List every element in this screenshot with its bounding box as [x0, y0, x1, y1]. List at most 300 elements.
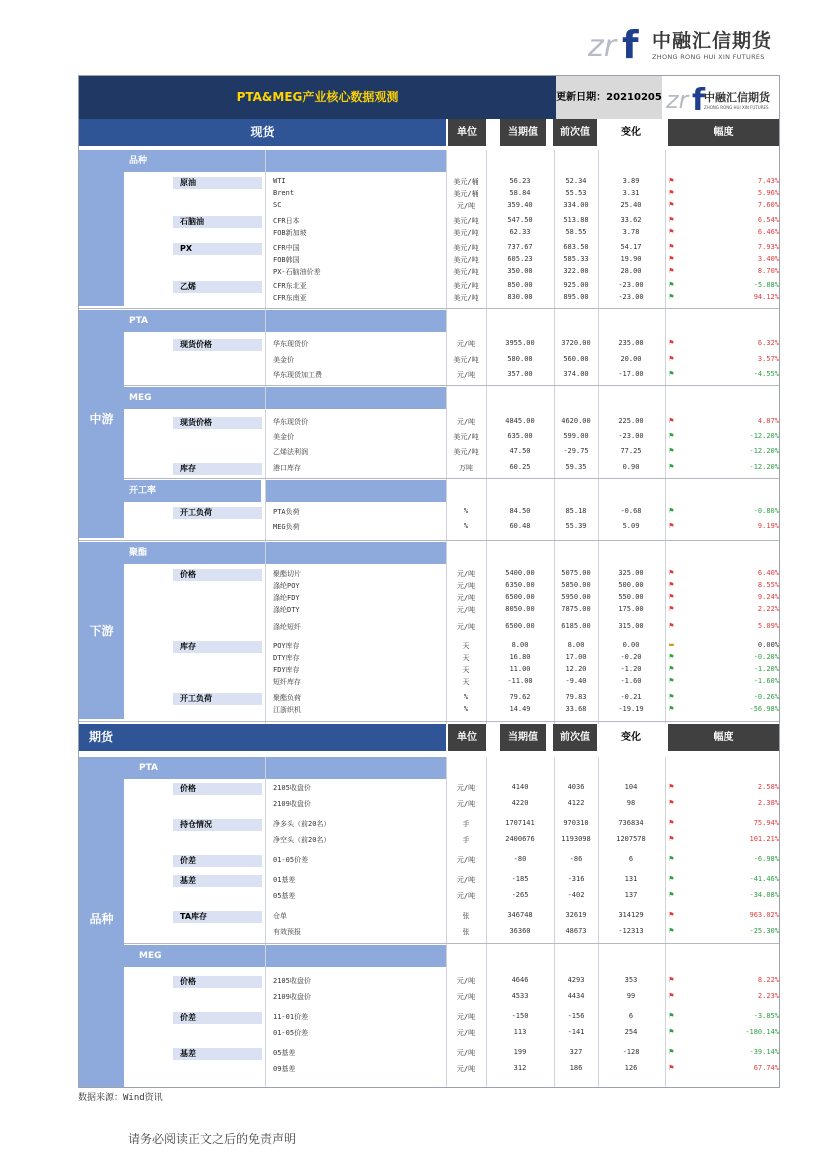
- metric-name: CFR中国: [273, 244, 300, 252]
- pct-change: -41.46%: [749, 875, 779, 883]
- change-value: 500.00: [618, 581, 644, 589]
- col-previous: 前次值: [553, 119, 597, 146]
- change-value: 315.00: [618, 622, 644, 630]
- unit-cell: 元/吨: [456, 623, 476, 631]
- current-value: 4220: [511, 799, 529, 807]
- current-value: 36360: [509, 927, 531, 935]
- unit-cell: 元/吨: [456, 340, 476, 348]
- change-value: 54.17: [620, 243, 642, 251]
- flag-icon: ⚑: [669, 1063, 674, 1072]
- flag-icon: ⚑: [669, 227, 674, 236]
- change-value: 5.09: [622, 522, 640, 530]
- unit-cell: 元/吨: [456, 202, 476, 210]
- unit-cell: 元/吨: [456, 892, 476, 900]
- flag-icon: ⚑: [669, 1011, 674, 1020]
- table-row: [79, 1064, 779, 1076]
- current-value: 547.50: [507, 216, 533, 224]
- table-row: [79, 355, 779, 367]
- fcol-range: 幅度: [668, 724, 779, 751]
- pct-change: 8.55%: [757, 581, 779, 589]
- flag-icon: ⚑: [669, 604, 674, 613]
- sep-mid-down: [79, 540, 779, 541]
- previous-value: 5075.00: [561, 569, 591, 577]
- change-value: 736834: [618, 819, 644, 827]
- table-row: [79, 581, 779, 593]
- col-unit: 单位: [448, 119, 486, 146]
- unit-cell: 元/吨: [456, 856, 476, 864]
- current-value: 8050.00: [505, 605, 535, 613]
- table-row: [79, 605, 779, 617]
- subcat-crude: 原油: [173, 177, 262, 189]
- change-value: 33.62: [620, 216, 642, 224]
- change-value: 550.00: [618, 593, 644, 601]
- unit-cell: %: [463, 693, 469, 701]
- pct-change: 101.21%: [749, 835, 779, 843]
- data-sheet: [78, 75, 780, 1088]
- current-value: 58.84: [509, 189, 531, 197]
- pct-change: 2.38%: [757, 799, 779, 807]
- unit-cell: 天: [462, 678, 470, 686]
- previous-value: 560.00: [563, 355, 589, 363]
- change-value: 1207578: [616, 835, 646, 843]
- pct-change: 7.43%: [757, 177, 779, 185]
- subcat-fpta-basis: 基差: [173, 875, 262, 887]
- table-row: [79, 653, 779, 665]
- table-row: [79, 665, 779, 677]
- data-source: 数据来源：Wind资讯: [78, 1093, 163, 1103]
- pct-change: -1.60%: [753, 677, 779, 685]
- current-value: 580.00: [507, 355, 533, 363]
- pct-change: 8.70%: [757, 267, 779, 275]
- pct-change: 3.57%: [757, 355, 779, 363]
- unit-cell: %: [463, 522, 469, 530]
- flag-icon: ⚑: [669, 834, 674, 843]
- unit-cell: 美元/吨: [453, 356, 479, 364]
- unit-cell: 美元/桶: [453, 178, 479, 186]
- flag-icon: ⚑: [669, 338, 674, 347]
- flag-icon: ⚑: [669, 462, 674, 471]
- cat-fut-meg: MEG: [124, 945, 446, 967]
- brand-name-cn: 中融汇信期货: [652, 30, 773, 52]
- cat-polyester: 聚酯: [124, 542, 446, 564]
- unit-cell: 元/吨: [456, 594, 476, 602]
- flag-icon: ⚑: [669, 890, 674, 899]
- flag-icon: ⚑: [669, 431, 674, 440]
- current-value: -11.00: [507, 677, 533, 685]
- current-value: 8.00: [511, 641, 529, 649]
- unit-cell: 张: [462, 928, 470, 936]
- unit-cell: 元/吨: [456, 582, 476, 590]
- change-value: 20.00: [620, 355, 642, 363]
- flag-icon: ⚑: [669, 266, 674, 275]
- metric-name: FDY库存: [273, 666, 300, 674]
- table-row: [79, 243, 779, 255]
- change-value: 137: [624, 891, 638, 899]
- previous-value: -29.75: [563, 447, 589, 455]
- fcol-change: 变化: [598, 724, 664, 751]
- flag-icon: ⚑: [669, 664, 674, 673]
- change-value: 104: [624, 783, 638, 791]
- current-value: 830.00: [507, 293, 533, 301]
- pct-change: 4.87%: [757, 417, 779, 425]
- pct-change: 6.54%: [757, 216, 779, 224]
- previous-value: 3720.00: [561, 339, 591, 347]
- flag-icon: ⚑: [669, 652, 674, 661]
- change-value: 25.40: [620, 201, 642, 209]
- previous-value: -9.40: [565, 677, 587, 685]
- sep-fmeg: [124, 943, 779, 944]
- futures-section-header: [79, 724, 779, 751]
- current-value: 56.23: [509, 177, 531, 185]
- change-value: 6: [628, 1012, 634, 1020]
- flag-icon: ⚑: [669, 592, 674, 601]
- metric-name: WTI: [273, 177, 286, 185]
- sheet-header: [79, 76, 779, 119]
- previous-value: 4434: [567, 992, 585, 1000]
- header-logo: [662, 76, 779, 119]
- pct-change: -6.98%: [753, 855, 779, 863]
- previous-value: 59.35: [565, 463, 587, 471]
- metric-name: 聚酯切片: [273, 570, 301, 578]
- flag-icon: ⚑: [669, 676, 674, 685]
- table-row: [79, 992, 779, 1004]
- flag-icon: ⚑: [669, 292, 674, 301]
- pct-change: 5.09%: [757, 622, 779, 630]
- flag-icon: ⚑: [669, 188, 674, 197]
- unit-cell: 元/吨: [456, 800, 476, 808]
- unit-cell: 美元/吨: [453, 256, 479, 264]
- current-value: 4140: [511, 783, 529, 791]
- flat-flag-icon: ▬: [669, 640, 674, 649]
- unit-cell: %: [463, 705, 469, 713]
- unit-cell: 元/吨: [456, 977, 476, 985]
- metric-name: 涤纶DTY: [273, 606, 300, 614]
- svg-text:zr: zr: [588, 29, 617, 62]
- table-row: [79, 281, 779, 293]
- change-value: -1.60: [620, 677, 642, 685]
- disclaimer: 请务必阅读正文之后的免责声明: [128, 1132, 297, 1146]
- flag-icon: ⚑: [669, 798, 674, 807]
- table-row: [79, 522, 779, 534]
- unit-cell: 元/吨: [456, 1013, 476, 1021]
- subcat-load: 开工负荷: [173, 507, 262, 519]
- unit-cell: 元/吨: [456, 1065, 476, 1073]
- metric-name: 01-05价差: [273, 1029, 309, 1037]
- previous-value: -316: [567, 875, 585, 883]
- pct-change: 9.24%: [757, 593, 779, 601]
- change-value: 254: [624, 1028, 638, 1036]
- change-value: 3.89: [622, 177, 640, 185]
- table-row: [79, 370, 779, 382]
- metric-name: SC: [273, 201, 282, 209]
- metric-name: 有效预报: [273, 928, 301, 936]
- fcol-current: 当期值: [500, 724, 546, 751]
- unit-cell: 手: [462, 836, 470, 844]
- current-value: 4845.00: [505, 417, 535, 425]
- previous-value: 4036: [567, 783, 585, 791]
- flag-icon: ⚑: [669, 1047, 674, 1056]
- table-row: [79, 819, 779, 831]
- previous-value: -156: [567, 1012, 585, 1020]
- zrf-logo-icon: [588, 26, 652, 62]
- pct-change: -12.20%: [749, 447, 779, 455]
- flag-icon: ⚑: [669, 521, 674, 530]
- change-value: 235.00: [618, 339, 644, 347]
- cat-meg: MEG: [124, 387, 446, 409]
- previous-value: 334.00: [563, 201, 589, 209]
- unit-cell: 美元/吨: [453, 217, 479, 225]
- change-value: 0.90: [622, 463, 640, 471]
- change-value: 6: [628, 855, 634, 863]
- previous-value: 683.50: [563, 243, 589, 251]
- table-row: [79, 201, 779, 213]
- table-row: [79, 835, 779, 847]
- current-value: 357.00: [507, 370, 533, 378]
- table-row: [79, 641, 779, 653]
- unit-cell: 元/吨: [456, 570, 476, 578]
- table-row: [79, 1048, 779, 1060]
- current-value: 47.50: [509, 447, 531, 455]
- flag-icon: ⚑: [669, 369, 674, 378]
- unit-cell: 美元/吨: [453, 229, 479, 237]
- current-value: 62.33: [509, 228, 531, 236]
- svg-text:中融汇信期货: 中融汇信期货: [704, 91, 770, 104]
- pct-change: 75.94%: [753, 819, 779, 827]
- pct-change: -180.14%: [745, 1028, 779, 1036]
- flag-icon: ⚑: [669, 910, 674, 919]
- previous-value: 85.18: [565, 507, 587, 515]
- previous-value: 48673: [565, 927, 587, 935]
- metric-name: 净空头（前20名）: [273, 836, 331, 844]
- flag-icon: ⚑: [669, 354, 674, 363]
- table-row: [79, 1012, 779, 1024]
- current-value: 346748: [507, 911, 533, 919]
- metric-name: FOB新加坡: [273, 229, 307, 237]
- subcat-meg-stock: 库存: [173, 463, 262, 475]
- unit-cell: 美元/吨: [453, 244, 479, 252]
- current-value: 14.49: [509, 705, 531, 713]
- current-value: 359.40: [507, 201, 533, 209]
- previous-value: 970310: [563, 819, 589, 827]
- change-value: 325.00: [618, 569, 644, 577]
- metric-name: PTA负荷: [273, 508, 300, 516]
- current-value: 6500.00: [505, 593, 535, 601]
- flag-icon: ⚑: [669, 991, 674, 1000]
- flag-icon: ⚑: [669, 1027, 674, 1036]
- pct-change: 2.58%: [757, 783, 779, 791]
- pct-change: -12.20%: [749, 463, 779, 471]
- current-value: -265: [511, 891, 529, 899]
- subcat-poly-stock: 库存: [173, 641, 262, 653]
- table-row: [79, 447, 779, 459]
- table-row: [79, 855, 779, 867]
- metric-name: 美金价: [273, 433, 294, 441]
- metric-name: 01基差: [273, 876, 296, 884]
- metric-name: 短纤库存: [273, 678, 301, 686]
- pct-change: 7.93%: [757, 243, 779, 251]
- subcat-fmeg-spread: 价差: [173, 1012, 262, 1024]
- metric-name: 江浙织机: [273, 706, 301, 714]
- fcol-unit: 单位: [448, 724, 486, 751]
- table-row: [79, 293, 779, 305]
- metric-name: 美金价: [273, 356, 294, 364]
- futures-section-title: 期货: [79, 724, 446, 751]
- previous-value: -402: [567, 891, 585, 899]
- unit-cell: 元/吨: [456, 606, 476, 614]
- current-value: 4533: [511, 992, 529, 1000]
- pct-change: -56.98%: [749, 705, 779, 713]
- previous-value: 55.53: [565, 189, 587, 197]
- metric-name: DTY库存: [273, 654, 300, 662]
- pct-change: 6.40%: [757, 569, 779, 577]
- subcat-poly-price: 价格: [173, 569, 262, 581]
- change-value: -19.19: [618, 705, 644, 713]
- subcat-fmeg-price: 价格: [173, 976, 262, 988]
- flag-icon: ⚑: [669, 704, 674, 713]
- subcat-fpta-price: 价格: [173, 783, 262, 795]
- pct-change: -12.20%: [749, 432, 779, 440]
- change-value: 126: [624, 1064, 638, 1072]
- pct-change: -39.14%: [749, 1048, 779, 1056]
- table-row: [79, 216, 779, 228]
- table-row: [79, 927, 779, 939]
- current-value: 737.67: [507, 243, 533, 251]
- pct-change: 6.32%: [757, 339, 779, 347]
- change-value: 131: [624, 875, 638, 883]
- metric-name: CFR东南亚: [273, 294, 307, 302]
- subcat-fpta-position: 持仓情况: [173, 819, 262, 831]
- metric-name: 涤纶POY: [273, 582, 300, 590]
- flag-icon: ⚑: [669, 926, 674, 935]
- change-value: 28.00: [620, 267, 642, 275]
- subcat-fpta-spread: 价差: [173, 855, 262, 867]
- pct-change: -0.20%: [753, 653, 779, 661]
- current-value: 4646: [511, 976, 529, 984]
- previous-value: 585.33: [563, 255, 589, 263]
- table-row: [79, 705, 779, 717]
- unit-cell: 元/吨: [456, 1029, 476, 1037]
- table-row: [79, 976, 779, 988]
- subcat-fpta-stock: TA库存: [173, 911, 262, 923]
- metric-name: PX-石脑油价差: [273, 268, 321, 276]
- pct-change: 9.19%: [757, 522, 779, 530]
- flag-icon: ⚑: [669, 782, 674, 791]
- metric-name: 乙烯法利润: [273, 448, 308, 456]
- table-row: [79, 593, 779, 605]
- previous-value: 327: [569, 1048, 583, 1056]
- pct-change: -0.26%: [753, 693, 779, 701]
- col-current: 当期值: [500, 119, 546, 146]
- cat-kaigonglv: 开工率: [124, 480, 261, 502]
- pct-change: 94.12%: [753, 293, 779, 301]
- current-value: -80: [513, 855, 527, 863]
- metric-name: 涤纶短纤: [273, 623, 301, 631]
- current-value: 350.00: [507, 267, 533, 275]
- table-row: [79, 432, 779, 444]
- flag-icon: ⚑: [669, 874, 674, 883]
- current-value: 79.62: [509, 693, 531, 701]
- table-row: [79, 891, 779, 903]
- table-row: [79, 267, 779, 279]
- previous-value: -141: [567, 1028, 585, 1036]
- subcat-meg-spot: 现货价格: [173, 417, 262, 429]
- pct-change: 6.46%: [757, 228, 779, 236]
- current-value: 84.50: [509, 507, 531, 515]
- sep-up-mid: [79, 308, 779, 309]
- brand-name-en: ZHONG RONG HUI XIN FUTURES: [652, 53, 765, 61]
- table-row: [79, 177, 779, 189]
- metric-name: 01-05价差: [273, 856, 309, 864]
- previous-value: 599.00: [563, 432, 589, 440]
- subcat-naphtha: 石脑油: [173, 216, 262, 228]
- current-value: 6350.00: [505, 581, 535, 589]
- sep-kgl: [124, 478, 779, 479]
- table-row: [79, 693, 779, 705]
- col-range: 幅度: [668, 119, 779, 146]
- pct-change: -0.80%: [753, 507, 779, 515]
- flag-icon: ⚑: [669, 416, 674, 425]
- flag-icon: ⚑: [669, 580, 674, 589]
- current-value: 60.25: [509, 463, 531, 471]
- previous-value: 33.68: [565, 705, 587, 713]
- table-row: [79, 507, 779, 519]
- change-value: -0.21: [620, 693, 642, 701]
- previous-value: 52.34: [565, 177, 587, 185]
- unit-cell: 美元/吨: [453, 294, 479, 302]
- previous-value: 12.20: [565, 665, 587, 673]
- table-row: [79, 417, 779, 429]
- col-change: 变化: [598, 119, 664, 146]
- pct-change: -5.88%: [753, 281, 779, 289]
- change-value: -128: [622, 1048, 640, 1056]
- previous-value: 6185.00: [561, 622, 591, 630]
- unit-cell: 元/吨: [456, 876, 476, 884]
- previous-value: 7875.00: [561, 605, 591, 613]
- unit-cell: 美元/吨: [453, 268, 479, 276]
- unit-cell: 美元/吨: [453, 448, 479, 456]
- previous-value: 5850.00: [561, 581, 591, 589]
- pct-change: 8.22%: [757, 976, 779, 984]
- svg-text:f: f: [692, 83, 706, 118]
- subcat-pta-spot: 现货价格: [173, 339, 262, 351]
- metric-name: FOB韩国: [273, 256, 300, 264]
- table-row: [79, 228, 779, 240]
- change-value: -0.20: [620, 653, 642, 661]
- change-value: -23.00: [618, 293, 644, 301]
- unit-cell: 万吨: [459, 464, 473, 472]
- side-midstream: 中游: [79, 310, 124, 538]
- current-value: 11.00: [509, 665, 531, 673]
- metric-name: 港口库存: [273, 464, 301, 472]
- current-value: 2400676: [505, 835, 535, 843]
- side-downstream: 下游: [79, 542, 124, 719]
- current-value: 6500.00: [505, 622, 535, 630]
- unit-cell: 元/吨: [456, 993, 476, 1001]
- current-value: 312: [513, 1064, 527, 1072]
- flag-icon: ⚑: [669, 215, 674, 224]
- change-value: 98: [626, 799, 636, 807]
- change-value: -23.00: [618, 281, 644, 289]
- flag-icon: ⚑: [669, 280, 674, 289]
- current-value: 605.23: [507, 255, 533, 263]
- change-value: -17.00: [618, 370, 644, 378]
- metric-name: MEG负荷: [273, 523, 300, 531]
- pct-change: 0.00%: [757, 641, 779, 649]
- change-value: -1.20: [620, 665, 642, 673]
- metric-name: 涤纶FDY: [273, 594, 300, 602]
- metric-name: 2109收盘价: [273, 800, 311, 808]
- change-value: 175.00: [618, 605, 644, 613]
